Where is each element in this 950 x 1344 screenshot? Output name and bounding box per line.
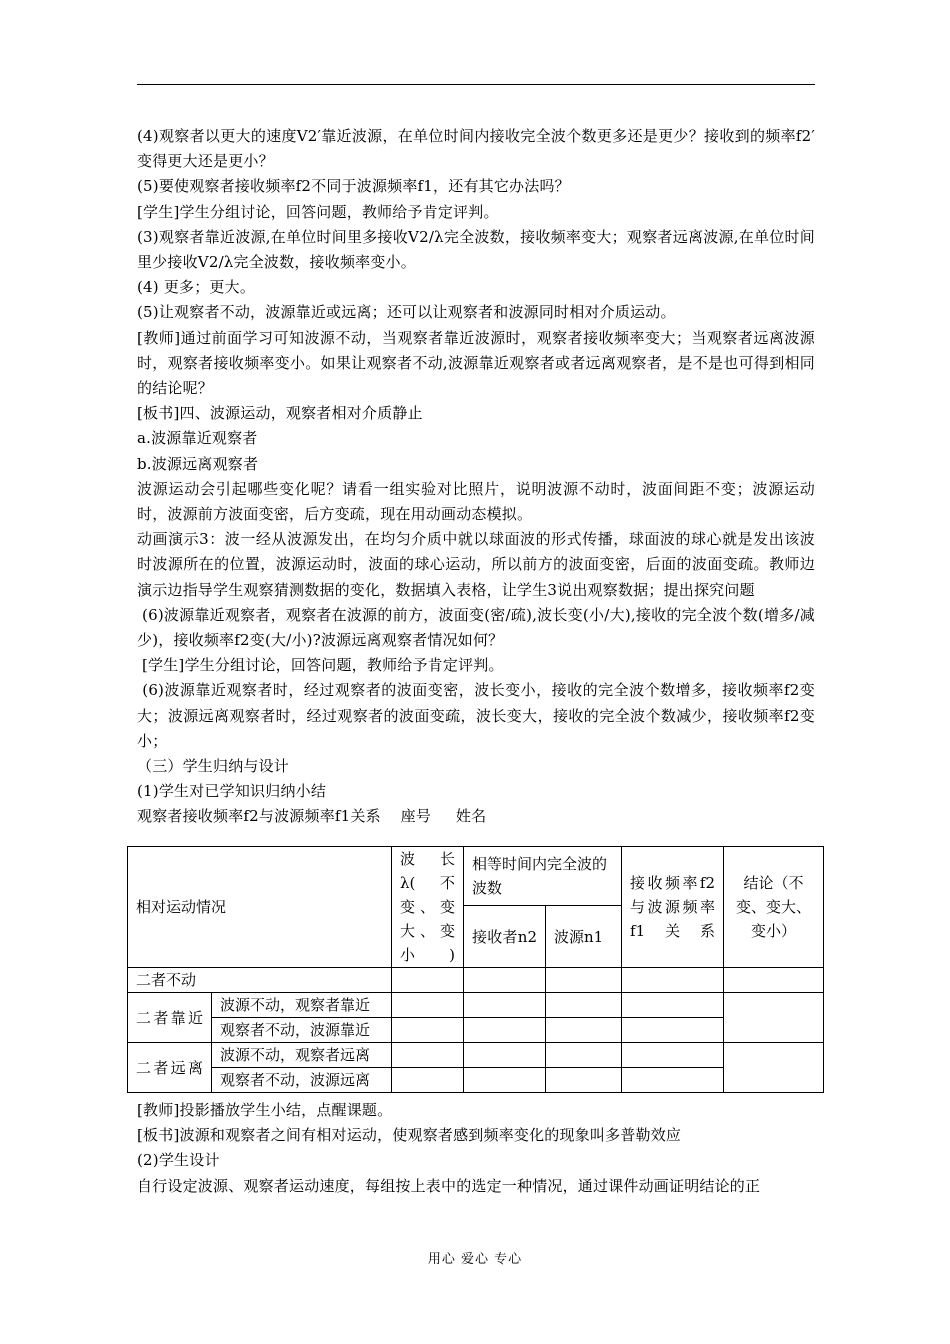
- paragraph: 动画演示3：波一经从波源发出，在均匀介质中就以球面波的形式传播，球面波的球心就是发出该波时波源所在的位置，波源运动时，波面的球心运动，所以前方的波面变密，后面的波面变疏。教师边演示边指导学生观察猜测数据的变化，数据填入表格，让学生3说出观察数据；提出探究问题: [137, 530, 815, 599]
- header-wavelength: 波长λ(不变、变大、变小): [392, 847, 464, 968]
- paragraph: (3)观察者靠近波源,在单位时间里多接收V2/λ完全波数，接收频率变大；观察者远离波源,在单位时间里少接收V2/λ完全波数，接收频率变小。: [137, 227, 815, 272]
- row-label: 观察者不动，波源远离: [212, 1068, 392, 1093]
- paragraph: 波源运动会引起哪些变化呢？请看一组实验对比照片，说明波源不动时，波面间距不变；波源运动时，波源前方波面变密，后方变疏，现在用动画动态模拟。: [137, 479, 815, 524]
- paragraph: (5)让观察者不动，波源靠近或远离；还可以让观察者和波源同时相对介质运动。: [137, 303, 676, 322]
- paragraph: （三）学生归纳与设计: [137, 757, 290, 776]
- paragraph: [教师]投影播放学生小结，点醒课题。: [137, 1101, 393, 1119]
- table-cell: [724, 1043, 824, 1093]
- document-body: [137, 124, 815, 830]
- paragraph: (2)学生设计: [137, 1151, 220, 1170]
- relation-table: [127, 846, 824, 1093]
- table-cell: [546, 1043, 622, 1068]
- header-same-time-count: 相等时间内完全波的波数: [464, 847, 622, 906]
- table-cell: [622, 968, 724, 993]
- table-cell: [622, 993, 724, 1018]
- row-label-static: 二者不动: [128, 968, 392, 993]
- header-motion: 相对运动情况: [128, 847, 392, 968]
- header-conclusion: 结论（不变、变大、变小）: [724, 847, 824, 968]
- table-cell: [546, 993, 622, 1018]
- paragraph: b.波源远离观察者: [137, 454, 259, 473]
- paragraph: (5)要使观察者接收频率f2不同于波源频率f1，还有其它办法吗？: [137, 177, 570, 196]
- table-cell: [546, 968, 622, 993]
- document-body-continued: [137, 1098, 815, 1199]
- header-source-count: 波源n1: [546, 906, 622, 968]
- header-receiver-count: 接收者n2: [464, 906, 546, 968]
- table-cell: [622, 1068, 724, 1093]
- table-cell: [546, 1068, 622, 1093]
- header-rule: [137, 84, 815, 85]
- table-caption: 观察者接收频率f2与波源频率f1关系 座号 姓名: [137, 807, 487, 826]
- table-cell: [464, 1018, 546, 1043]
- paragraph: (6)波源靠近观察者时，经过观察者的波面变密，波长变小，接收的完全波个数增多，接收频率f2变大；波源远离观察者时，经过观察者的波面变疏，波长变大，接收的完全波个数减少，接收频率f2变小；: [137, 681, 815, 750]
- table-cell: [724, 993, 824, 1043]
- paragraph: (1)学生对已学知识归纳小结: [137, 782, 327, 801]
- table-cell: [464, 968, 546, 993]
- table-cell: [392, 968, 464, 993]
- row-label: 观察者不动，波源靠近: [212, 1018, 392, 1043]
- table-cell: [392, 993, 464, 1018]
- paragraph: [板书]波源和观察者之间有相对运动，使观察者感到频率变化的现象叫多普勒效应: [137, 1126, 682, 1145]
- row-label: 波源不动，观察者远离: [212, 1043, 392, 1068]
- paragraph: [板书]四、波源运动，观察者相对介质静止: [137, 404, 423, 423]
- table-cell: [464, 993, 546, 1018]
- table-cell: [622, 1018, 724, 1043]
- table-cell: [392, 1018, 464, 1043]
- paragraph: [学生]学生分组讨论，回答问题，教师给予肯定评判。: [137, 202, 499, 221]
- table-cell: [622, 1043, 724, 1068]
- table-cell: [546, 1018, 622, 1043]
- paragraph: a.波源靠近观察者: [137, 429, 258, 448]
- row-label: 波源不动，观察者靠近: [212, 993, 392, 1018]
- table-cell: [392, 1068, 464, 1093]
- group-label-recede: 二者远离: [128, 1043, 212, 1093]
- table-cell: [392, 1043, 464, 1068]
- paragraph: (4) 更多；更大。: [137, 278, 256, 297]
- page-footer: 用心 爱心 专心: [427, 1252, 523, 1267]
- paragraph: (4)观察者以更大的速度V2′靠近波源，在单位时间内接收完全波个数更多还是更少？接收到的频率f2′变得更大还是更小？: [137, 127, 815, 171]
- header-frequency-relation: 接收频率f2与波源频率f1关系: [622, 847, 724, 968]
- group-label-approach: 二者靠近: [128, 993, 212, 1043]
- table-cell: [724, 968, 824, 993]
- paragraph: [教师]通过前面学习可知波源不动，当观察者靠近波源时，观察者接收频率变大；当观察者远离波源时，观察者接收频率变小。如果让观察者不动,波源靠近观察者或者远离观察者，是不是也可得到相同的结论呢？: [137, 328, 815, 398]
- paragraph: (6)波源靠近观察者，观察者在波源的前方，波面变(密/疏),波长变(小/大),接收的完全波个数(增多/减少)，接收频率f2变(大/小)?波源远离观察者情况如何？: [137, 605, 816, 650]
- paragraph: [学生]学生分组讨论，回答问题，教师给予肯定评判。: [137, 656, 504, 675]
- table-cell: [464, 1068, 546, 1093]
- paragraph: 自行设定波源、观察者运动速度，每组按上表中的选定一种情况，通过课件动画证明结论的正: [137, 1176, 761, 1195]
- table-cell: [464, 1043, 546, 1068]
